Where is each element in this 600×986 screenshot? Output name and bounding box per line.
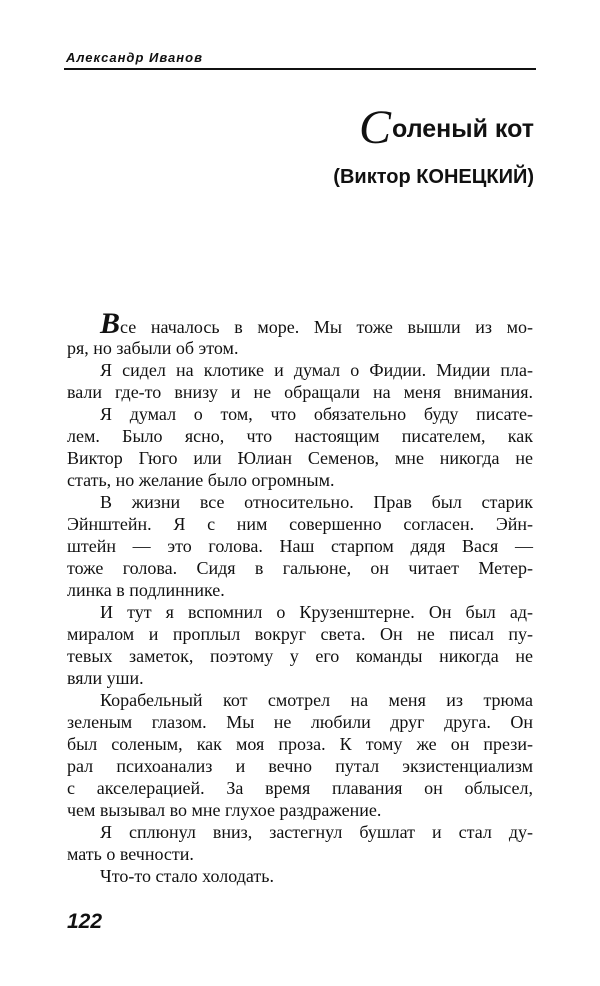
text-line: [67, 843, 533, 865]
text-line: [67, 359, 533, 381]
line-text: Что-то стало холодать.: [100, 866, 274, 886]
line-text: мать о вечности.: [67, 844, 194, 864]
text-line: [67, 469, 533, 491]
text-line: [67, 645, 533, 667]
chapter-author: (Виктор КОНЕЦКИЙ): [333, 166, 534, 188]
text-line: [67, 579, 533, 601]
text-line: [67, 381, 533, 403]
line-text: был соленым, как моя проза. К тому же он прези-: [67, 734, 533, 754]
text-line: [67, 447, 533, 469]
line-text: Я думал о том, что обязательно буду писате-: [100, 404, 533, 424]
line-text: Я сплюнул вниз, застегнул бушлат и стал ду-: [100, 822, 533, 842]
line-text: ря, но забыли об этом.: [67, 338, 239, 358]
line-text: И тут я вспомнил о Крузенштерне. Он был ад-: [100, 602, 533, 622]
line-text: лем. Было ясно, что настоящим писателем, как: [67, 426, 533, 446]
line-text: тоже голова. Сидя в гальюне, он читает Метер-: [67, 558, 533, 578]
text-line: [67, 799, 533, 821]
page-number: 122: [67, 910, 103, 933]
text-line: [67, 601, 533, 623]
text-line: [67, 403, 533, 425]
line-text: с акселерацией. За время плавания он облысел,: [67, 778, 533, 798]
body-text: [67, 307, 533, 887]
text-line: [67, 307, 533, 340]
text-line: [67, 667, 533, 689]
text-line: [67, 865, 533, 887]
running-header: Александр Иванов: [66, 50, 203, 65]
line-text: тевых заметок, поэтому у его команды никогда не: [67, 646, 533, 666]
text-line: [67, 557, 533, 579]
text-line: [67, 711, 533, 733]
line-text: штейн — это голова. Наш старпом дядя Вася —: [67, 536, 533, 556]
line-text: Корабельный кот смотрел на меня из трюма: [100, 690, 533, 710]
line-text: Эйнштейн. Я с ним совершенно согласен. Эйн-: [67, 514, 533, 534]
line-text: В жизни все относительно. Прав был старик: [100, 492, 533, 512]
text-line: [67, 777, 533, 799]
line-text: линка в подлиннике.: [67, 580, 225, 600]
drop-cap: В: [100, 307, 121, 340]
text-line: [67, 337, 533, 359]
text-line: [67, 535, 533, 557]
line-text: Я сидел на клотике и думал о Фидии. Мидии пла-: [100, 360, 533, 380]
text-line: [67, 733, 533, 755]
line-text: Виктор Гюго или Юлиан Семенов, мне никогда не: [67, 448, 533, 468]
text-line: [67, 755, 533, 777]
text-line: [67, 821, 533, 843]
text-line: [67, 513, 533, 535]
title-initial: С: [359, 101, 392, 154]
text-line: [67, 425, 533, 447]
text-line: [67, 689, 533, 711]
header-rule: [64, 68, 536, 70]
text-line: [67, 491, 533, 513]
line-text: вали где-то внизу и не обращали на меня внимания.: [67, 382, 533, 402]
line-text: вяли уши.: [67, 668, 144, 688]
line-text: миралом и проплыл вокруг света. Он не писал пу-: [67, 624, 533, 644]
line-text: стать, но желание было огромным.: [67, 470, 335, 490]
title-rest: оленый кот: [392, 115, 534, 143]
line-text: чем вызывал во мне глухое раздражение.: [67, 800, 382, 820]
line-text: се началось в море. Мы тоже вышли из мо-: [120, 317, 533, 337]
line-text: зеленым глазом. Мы не любили друг друга. Он: [67, 712, 533, 732]
chapter-title: [359, 100, 534, 155]
text-line: [67, 623, 533, 645]
line-text: рал психоанализ и вечно путал экзистенциализм: [67, 756, 533, 776]
